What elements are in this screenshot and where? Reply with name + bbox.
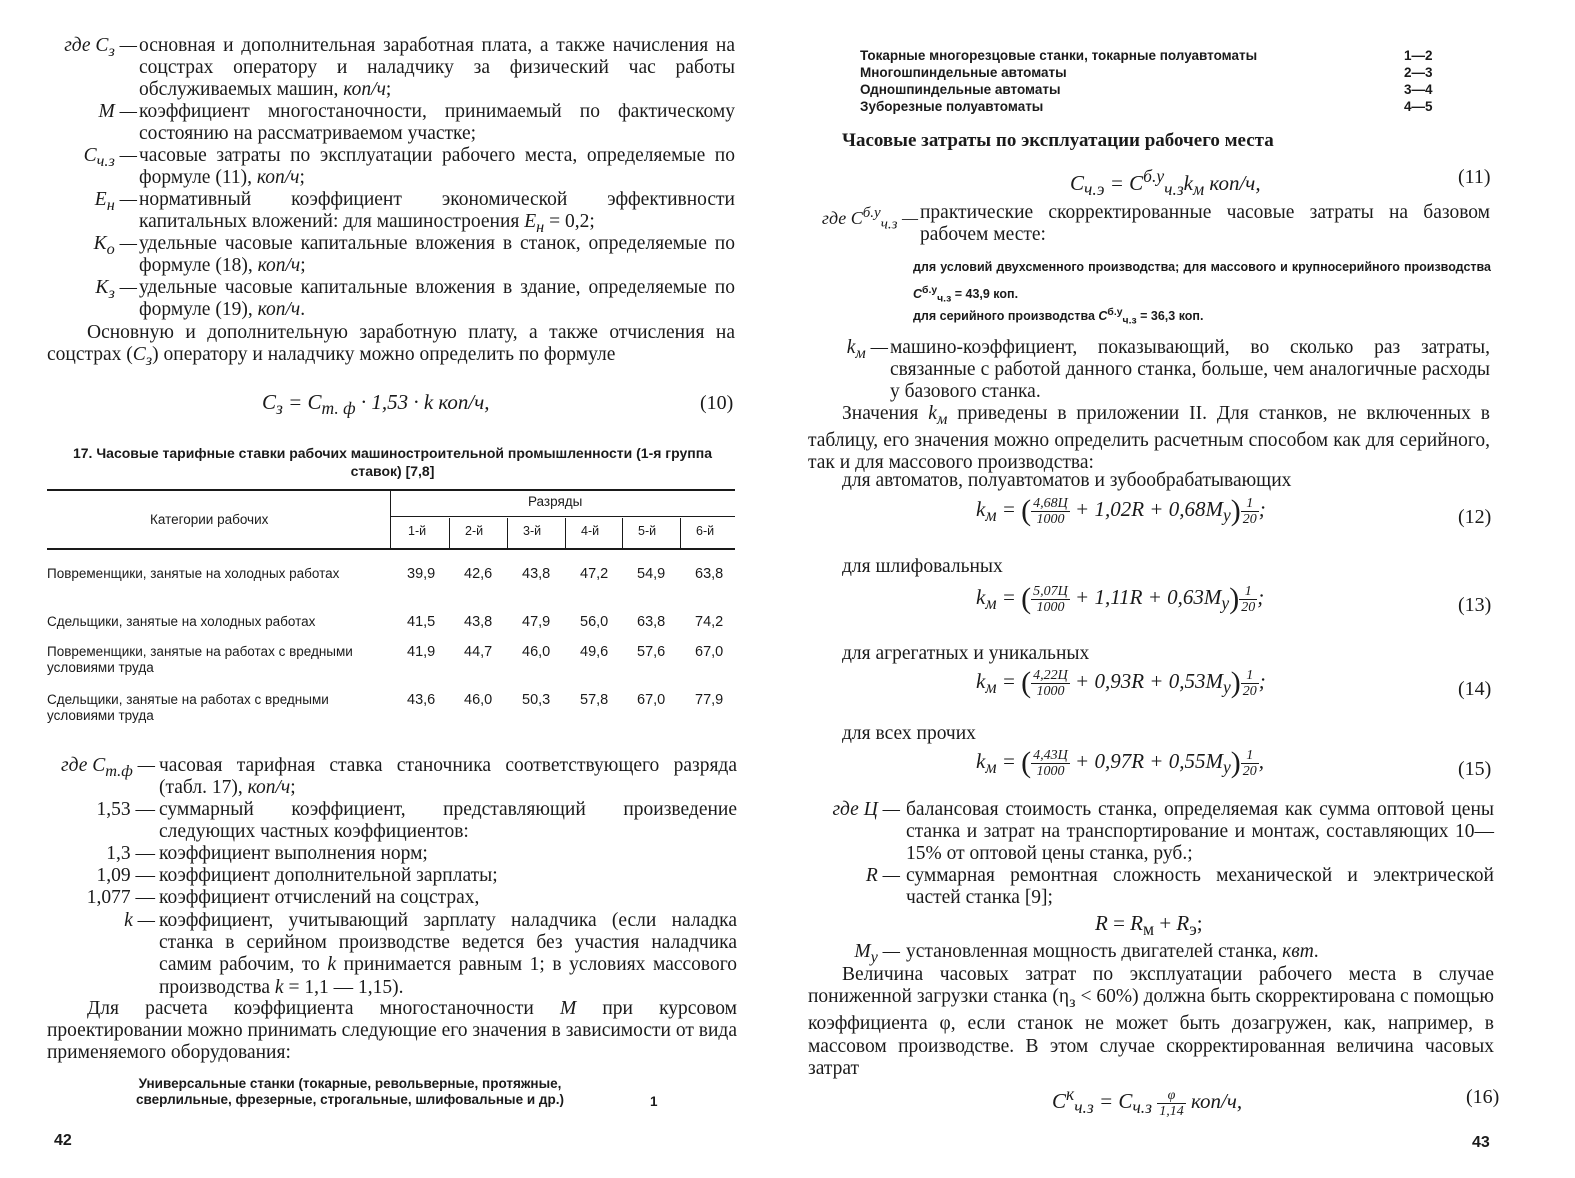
denominator: 1000 (1036, 599, 1065, 615)
paren-close: ) (1230, 494, 1241, 527)
formula-label: для автоматов, полуавтоматов и зубообрабатывающих (842, 470, 1292, 491)
table-cell: 39,9 (407, 566, 436, 582)
table-rule-top (47, 489, 735, 491)
def-text: коэффициент отчислений на соцстрах, (159, 887, 480, 908)
paragraph: Для расчета коэффициента многостаночности M при курсовом проектировании можно принимать следующие его значения в зависимости от вида применяемого оборудования: (47, 998, 737, 1064)
table-cell: 67,0 (637, 692, 666, 708)
fraction (1241, 668, 1259, 699)
def-text: коэффициент многостаночности, принимаемый по фактическому состоянию на рассматриваемом участке; (139, 101, 735, 145)
formula-terms: + $1,02R + 0,68M_у$ (1069, 496, 1231, 525)
table-cell: 63,8 (695, 566, 724, 582)
table-cell: 46,0 (522, 644, 551, 660)
table-head-grades: Разряды (528, 494, 583, 509)
table-cell: 49,6 (580, 644, 609, 660)
table-vrule (390, 489, 391, 549)
grade-header: 2-й (465, 524, 484, 538)
paragraph: Величина часовых затрат по эксплуатации рабочего места в случае пониженной загрузки станка $(\eta_з < 60\%)$ должна быть скорректирована с помощью коэффициента φ, если станок не может быть дозагружен, как, например, в массовом производстве. В этом случае скорректированная величина часовых затрат (808, 964, 1494, 1079)
denominator: 20 (1242, 683, 1257, 699)
machine-list-name: Многошпиндельные автоматы (860, 65, 1067, 80)
formula-15 (976, 746, 1264, 780)
formula-number: (14) (1458, 678, 1492, 700)
def-text: часовые затраты по эксплуатации рабочего места, определяемые по формуле (11), коп/ч; (139, 145, 735, 189)
fraction (1031, 668, 1070, 699)
machine-list-value: 4—5 (1404, 99, 1433, 114)
numerator: 1 (1241, 496, 1259, 512)
numerator: φ (1157, 1088, 1186, 1104)
page-number: 43 (1472, 1134, 1490, 1151)
grade-divider (680, 518, 681, 548)
def-text: удельные часовые капитальные вложения в здание, определяемые по формуле (19), коп/ч. (139, 277, 735, 321)
def-term: $K_о$ — (93, 233, 137, 258)
def-text: основная и дополнительная заработная плата, а также начисления на соцстрах оператору и наладчику за физический час работы обслуживаемых машин, коп/ч; (139, 35, 735, 101)
denominator: 20 (1242, 763, 1257, 779)
table-rule-sub (390, 516, 735, 517)
def-term: $E_н$ — (94, 189, 137, 214)
def-text: нормативный коэффициент экономической эффективности капитальных вложений: для машиностроения $E_н = 0,2$; (139, 189, 735, 237)
formula-R: $R = R_м + R_э$; (1095, 911, 1203, 940)
def-term: где $C_{т.ф}$ — (60, 755, 155, 780)
def-text: коэффициент дополнительной зарплаты; (159, 865, 498, 886)
machine-list-value: 1—2 (1404, 48, 1433, 63)
machine-list-name: Зуборезные полуавтоматы (860, 99, 1044, 114)
formula-terms: + $0,97R + 0,55M_у$ (1069, 748, 1231, 777)
numerator: 1 (1239, 584, 1257, 600)
paren-close: ) (1229, 582, 1240, 615)
table-cell: 63,8 (637, 614, 666, 630)
formula-label: для шлифовальных (842, 556, 1003, 577)
table-cell: 57,6 (637, 644, 666, 660)
km-lhs: $k_м$ = (976, 748, 1016, 777)
table-cell: 56,0 (580, 614, 609, 630)
table-caption: 17. Часовые тарифные ставки рабочих машиностроительной промышленности (1-я группа ставок) [7,8] (72, 445, 712, 479)
small-note: для серийного производства $C^{б.у}_{ч.з} = 36,3$ коп. (913, 307, 1204, 327)
table-cell: 47,2 (580, 566, 609, 582)
grade-divider (565, 518, 566, 548)
formula-16 (1052, 1084, 1242, 1119)
numerator: 1 (1241, 668, 1259, 684)
table-cell: 44,7 (464, 644, 493, 660)
def-text: удельные часовые капитальные вложения в станок, определяемые по формуле (18), коп/ч; (139, 233, 735, 277)
page-number: 42 (54, 1132, 72, 1149)
formula-number: (10) (700, 392, 734, 414)
def-text: часовая тарифная ставка станочника соответствующего разряда (табл. 17), коп/ч; (159, 755, 737, 799)
denominator: 1,14 (1159, 1103, 1184, 1119)
formula-number: (15) (1458, 758, 1492, 780)
table-cell: 43,8 (464, 614, 493, 630)
paren-close: ) (1230, 666, 1241, 699)
def-term: 1,53 — (96, 799, 155, 820)
table-cell: 43,6 (407, 692, 436, 708)
formula-16-unit: коп/ч, (1191, 1089, 1243, 1113)
def-text: суммарный коэффициент, представляющий произведение следующих частных коэффициентов: (159, 799, 737, 843)
fraction (1157, 1088, 1186, 1119)
table-row-label: Повременщики, занятые на холодных работах (47, 566, 340, 581)
formula-number: (11) (1458, 166, 1491, 188)
paren-open: ( (1021, 746, 1032, 779)
grade-divider (622, 518, 623, 548)
grade-divider (507, 518, 508, 548)
numerator: 4,43Ц (1033, 747, 1068, 763)
def-text: установленная мощность двигателей станка, квт. (906, 941, 1319, 962)
denominator: 20 (1242, 511, 1257, 527)
formula-number: (16) (1466, 1086, 1500, 1108)
machine-list-value: 2—3 (1404, 65, 1433, 80)
table-cell: 67,0 (695, 644, 724, 660)
table-cell: 77,9 (695, 692, 724, 708)
formula-13 (976, 582, 1264, 616)
def-text: суммарная ремонтная сложность механической и электрической частей станка [9]; (906, 865, 1494, 909)
table-cell: 57,8 (580, 692, 609, 708)
table-cell: 46,0 (464, 692, 493, 708)
small-list-item: Универсальные станки (токарные, револьверные, протяжные, сверлильные, фрезерные, строгальные, шлифовальные и др.) (136, 1076, 564, 1107)
def-term: где $C^{б.у}_{ч.з}$ — (821, 205, 918, 233)
def-term: 1,3 — (106, 843, 155, 864)
def-text: машино-коэффициент, показывающий, во сколько раз затраты, связанные с работой данного станка, больше, чем аналогичные расходы у базового станка. (890, 337, 1490, 403)
formula-number: (12) (1458, 506, 1492, 528)
formula-16-lhs: $C^к_{ч.з} = C_{ч.з}$ (1052, 1084, 1153, 1118)
grade-header: 3-й (523, 524, 542, 538)
km-lhs: $k_м$ = (976, 668, 1016, 697)
fraction (1241, 496, 1259, 527)
punct: ; (1258, 668, 1266, 693)
grade-header: 4-й (581, 524, 600, 538)
table-cell: 47,9 (522, 614, 551, 630)
fraction (1239, 584, 1257, 615)
table-rule-head (47, 548, 735, 550)
punct: ; (1257, 584, 1265, 609)
numerator: 4,68Ц (1033, 495, 1068, 511)
def-term: где $C_з$ — (64, 35, 137, 60)
denominator: 20 (1241, 599, 1256, 615)
fraction (1031, 496, 1070, 527)
def-term: $k_м$ — (846, 337, 888, 362)
numerator: 5,07Ц (1033, 583, 1068, 599)
denominator: 1000 (1036, 683, 1065, 699)
formula-terms: + $0,93R + 0,53M_у$ (1069, 668, 1231, 697)
machine-list-value: 3—4 (1404, 82, 1433, 97)
paren-open: ( (1021, 582, 1032, 615)
small-note: для условий двухсменного производства; для массового и крупносерийного производства $C^{б.у}_{ч.з} = 43,9$ коп. (913, 260, 1491, 305)
table-head-category: Категории рабочих (150, 512, 269, 527)
fraction (1031, 748, 1070, 779)
formula-label: для агрегатных и уникальных (842, 643, 1090, 664)
table-row-label: Сдельщики, занятые на работах с вредными условиями труда (47, 692, 329, 723)
formula-12 (976, 494, 1266, 528)
grade-header: 6-й (696, 524, 715, 538)
def-term: где Ц — (832, 799, 900, 820)
formula-label: для всех прочих (842, 723, 976, 744)
table-row-label: Сдельщики, занятые на холодных работах (47, 614, 316, 629)
punct: ; (1258, 496, 1266, 521)
km-lhs: $k_м$ = (976, 584, 1016, 613)
small-list-value: 1 (650, 1094, 658, 1109)
table-row-label: Повременщики, занятые на работах с вредными условиями труда (47, 644, 353, 675)
def-text: коэффициент, учитывающий зарплату наладчика (если наладка станка в серийном производстве ведется без участия наладчика самим рабочим, то k принимается равным 1; в условиях массового производства k = 1,1 — 1,15). (159, 910, 737, 998)
def-text: практические скорректированные часовые затраты на базовом рабочем месте: (920, 202, 1490, 246)
fraction (1031, 584, 1070, 615)
table-cell: 41,5 (407, 614, 436, 630)
table-cell: 50,3 (522, 692, 551, 708)
denominator: 1000 (1036, 763, 1065, 779)
grade-header: 5-й (638, 524, 657, 538)
grade-header: 1-й (408, 524, 427, 538)
formula-14 (976, 666, 1266, 700)
def-term: k — (124, 910, 155, 931)
machine-list-name: Токарные многорезцовые станки, токарные полуавтоматы (860, 48, 1258, 63)
table-cell: 74,2 (695, 614, 724, 630)
punct: , (1258, 748, 1264, 773)
def-term: $C_{ч.з}$ — (83, 145, 137, 170)
def-term: 1,09 — (96, 865, 155, 886)
table-cell: 41,9 (407, 644, 436, 660)
def-term: M — (98, 101, 137, 122)
def-term: R — (865, 865, 900, 886)
def-text: коэффициент выполнения норм; (159, 843, 428, 864)
paren-close: ) (1230, 746, 1241, 779)
right-page (790, 0, 1575, 1178)
formula-11: $C_{ч.э} = C^{б.у}_{ч.з}k_м$ коп/ч, (1070, 166, 1261, 200)
grade-divider (449, 518, 450, 548)
def-term: $M_у$ — (854, 941, 900, 966)
formula-number: (13) (1458, 594, 1492, 616)
table-cell: 42,6 (464, 566, 493, 582)
paragraph: Основную и дополнительную заработную плату, а также отчисления на соцстрах $(C_з)$ оператору и наладчику можно определить по формуле (47, 322, 735, 370)
section-heading: Часовые затраты по эксплуатации рабочего места (842, 130, 1274, 151)
formula-terms: + $1,11R + 0,63M_у$ (1069, 584, 1230, 613)
fraction (1241, 748, 1259, 779)
paren-open: ( (1021, 666, 1032, 699)
def-term: $K_з$ — (95, 277, 137, 302)
paragraph: Значения $k_м$ приведены в приложении II. Для станков, не включенных в таблицу, его значения можно определить расчетным способом как для серийного, так и для массового производства: (808, 403, 1490, 474)
denominator: 1000 (1036, 511, 1065, 527)
def-text: балансовая стоимость станка, определяемая как сумма оптовой цены станка и затрат на транспортирование и монтаж, составляющих 10—15% от оптовой цены станка, руб.; (906, 799, 1494, 865)
km-lhs: $k_м$ = (976, 496, 1016, 525)
numerator: 1 (1241, 748, 1259, 764)
def-term: 1,077 — (86, 887, 155, 908)
machine-list-name: Одношпиндельные автоматы (860, 82, 1061, 97)
table-cell: 43,8 (522, 566, 551, 582)
paren-open: ( (1021, 494, 1032, 527)
table-cell: 54,9 (637, 566, 666, 582)
formula-10: $C_з = C_{т. ф} \cdot 1,53 \cdot k$ коп/ч, (262, 390, 490, 419)
numerator: 4,22Ц (1033, 667, 1068, 683)
